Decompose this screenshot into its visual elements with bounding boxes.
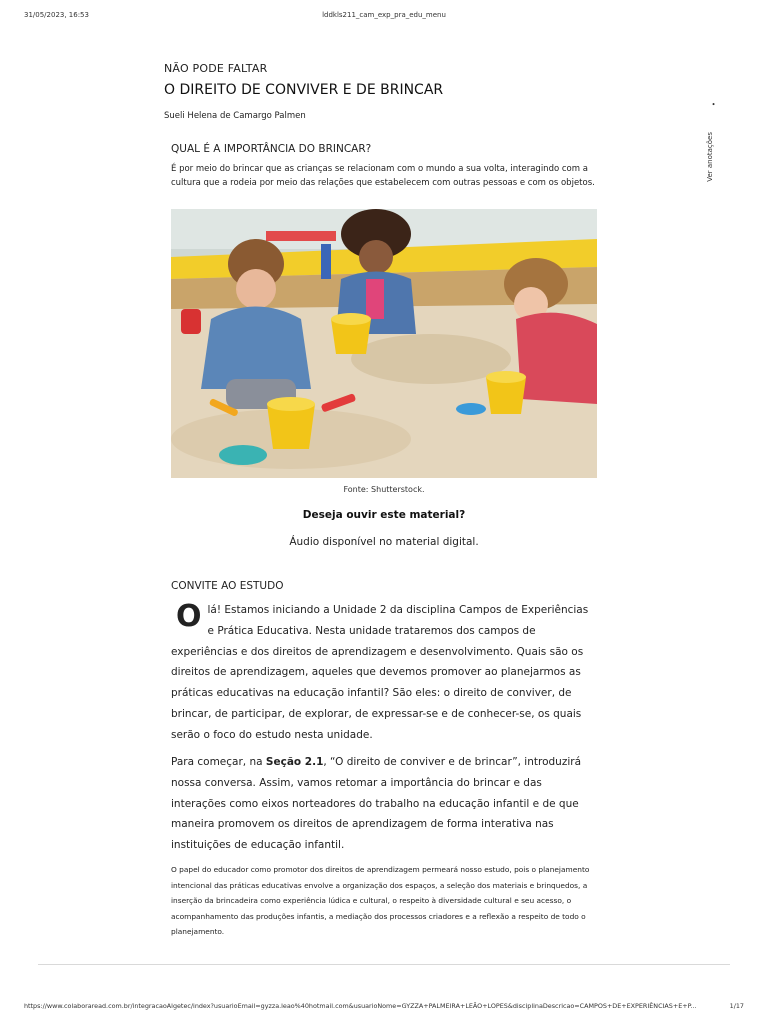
section-kicker: NÃO PODE FALTAR — [164, 62, 268, 75]
page-title: O DIREITO DE CONVIVER E DE BRINCAR — [164, 82, 444, 98]
annotations-tab[interactable] — [697, 98, 725, 188]
print-url: https://www.colaboraread.com.br/integracaoAlgetec/index?usuarioEmail=gyzza.leao%40hotmail.com&usuarioNome=GYZZA+PALMEIRA+LEÃO+LOPES&disciplinaDescricao=CAMPOS+DE+EXPERIÊNCIAS+E+P... — [24, 1002, 697, 1010]
dropcap-letter: O — [176, 599, 202, 634]
para2-text: , “O direito de conviver e de brincar”, introduzirá nossa conversa. Assim, vamos retomar a importância do brincar e das interações como eixos norteadores do trabalho na educação infantil e de que maneira promovem os direitos de aprendizagem de forma interativa nas instituições de educação infantil. — [171, 756, 582, 852]
children-sandbox-photo — [171, 209, 597, 478]
question-heading: QUAL É A IMPORTÂNCIA DO BRINCAR? — [171, 143, 372, 155]
audio-question: Deseja ouvir este material? — [302, 509, 466, 521]
question-text: É por meio do brincar que as crianças se relacionam com o mundo a sua volta, interagindo com a cultura que a rodeia por meio das relações que estabelecem com outras pessoas e com os objetos. — [171, 164, 595, 188]
footer-divider — [38, 964, 730, 965]
intro-text: lá! Estamos iniciando a Unidade 2 da disciplina Campos de Experiências e Prática Educativa. Nesta unidade trataremos dos campos de experiências e dos direitos de aprendizagem e desenvolvimento. Quais são os direitos de aprendizagem, aqueles que devemos promover ao planejarmos as práticas educativas na educação infantil? São eles: o direito de conviver, de brincar, de participar, de explorar, de expressar-se e de conhecer-se, os quais serão o foco do estudo nesta unidade. — [171, 604, 589, 741]
educator-role-paragraph: O papel do educador como promotor dos direitos de aprendizagem permeará nosso estudo, pois o planejamento intencional das práticas educativas envolve a organização dos espaços, a seleção dos materiais e brinquedos, a inserção da brincadeira como experiência lúdica e cultural, o respeito à diversidade cultural e seu acesso, o acompanhamento das produções infantis, a mediação dos processos criadores e a reflexão a respeito de todo o planejamento. — [171, 865, 590, 936]
para2-prefix: Para começar, na — [171, 756, 266, 768]
page-number: 1/17 — [729, 1002, 744, 1010]
annotations-label[interactable]: Ver anotações — [706, 132, 714, 182]
print-doc-title: lddkls211_cam_exp_pra_edu_menu — [322, 11, 446, 19]
section-paragraph — [171, 752, 597, 856]
intro-paragraph — [171, 600, 597, 746]
author-name: Sueli Helena de Camargo Palmen — [164, 111, 306, 121]
section-reference: Seção 2.1 — [265, 756, 324, 768]
print-datetime: 31/05/2023, 16:53 — [24, 11, 89, 19]
photo-caption: Fonte: Shutterstock. — [343, 485, 425, 494]
audio-availability: Áudio disponível no material digital. — [289, 536, 479, 548]
annotations-dot-icon: • — [709, 102, 717, 107]
invite-heading: CONVITE AO ESTUDO — [171, 580, 284, 592]
